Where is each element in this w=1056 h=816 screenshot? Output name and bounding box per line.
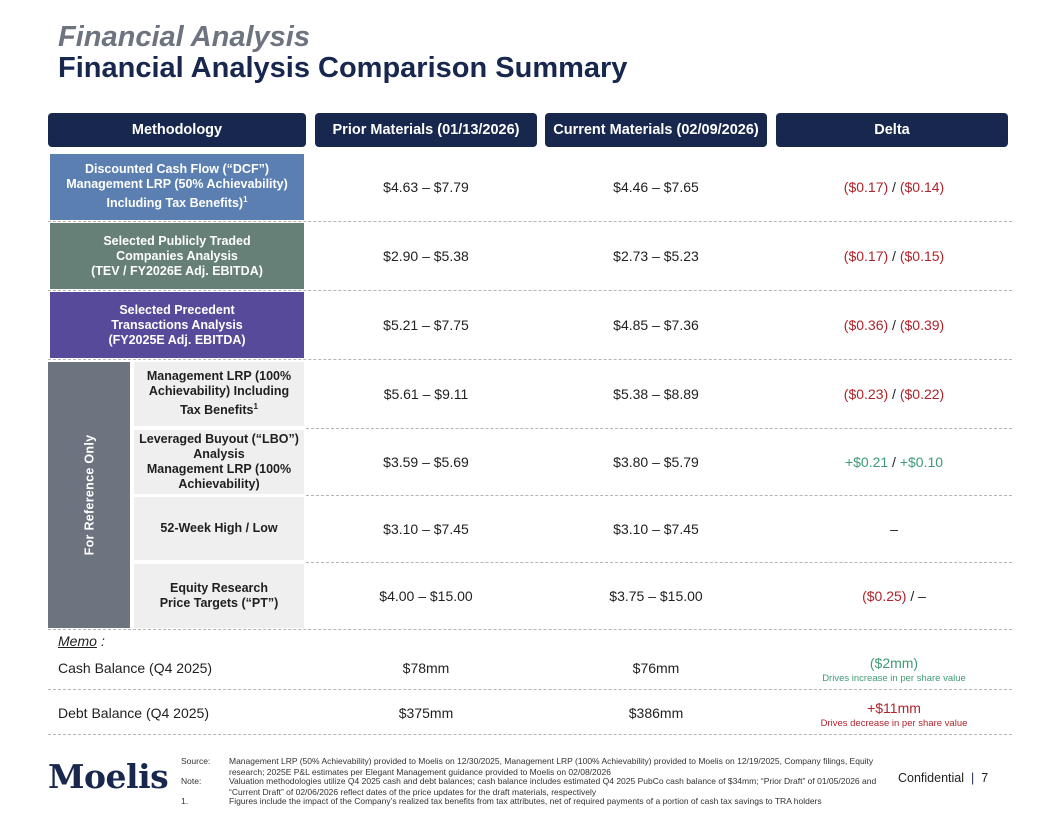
methodology-line: Analysis (193, 447, 245, 461)
footnote-marker: 1 (243, 195, 248, 205)
debt-delta-value: +$11mm (867, 699, 921, 716)
moelis-logo: Moelis (48, 757, 169, 796)
delta-low: ($0.23) (843, 386, 889, 402)
methodology-mgmt-lrp-100 (134, 362, 304, 426)
footer-confidential (898, 771, 988, 785)
methodology-line: Management LRP (50% Achievability) (66, 177, 288, 192)
methodology-line: Management LRP (100% (146, 462, 292, 476)
prior-value-lbo: $3.59 – $5.69 (383, 454, 469, 470)
methodology-line: Tax Benefits (180, 403, 254, 418)
delta-trading-comps (776, 223, 1012, 289)
confidential-label: Confidential (898, 771, 965, 785)
delta-separator: / (892, 317, 896, 333)
methodology-line: (TEV / FY2026E Adj. EBITDA) (91, 263, 263, 278)
current-value-trading-comps: $2.73 – $5.23 (613, 248, 699, 264)
header-methodology: Methodology (48, 113, 306, 147)
current-value-mgmt-lrp-100: $5.38 – $8.89 (613, 386, 699, 402)
footnote-marker: 1 (253, 402, 258, 412)
delta-low: ($0.25) (862, 588, 907, 604)
methodology-dcf (50, 154, 304, 220)
delta-high: ($0.39) (899, 317, 945, 333)
delta-equity-research (776, 564, 1012, 628)
debt-delta-note: Drives decrease in per share value (820, 717, 968, 729)
row-divider (48, 359, 1012, 360)
row-divider (48, 629, 1012, 630)
delta-separator: / (892, 454, 896, 470)
methodology-line: Transactions Analysis (111, 317, 243, 332)
delta-separator: / (892, 386, 896, 402)
delta-lbo (776, 430, 1012, 494)
footnote-1-text: Figures include the impact of the Company’s realized tax benefits from tax attributes, net of required payments of a portion of cash tax savings to TRA holders (229, 796, 822, 806)
delta-separator: / (892, 248, 896, 264)
methodology-line: Equity Research (170, 581, 268, 595)
delta-low: ($0.17) (843, 179, 889, 195)
methodology-line: Achievability) (178, 477, 260, 491)
prior-value-trading-comps: $2.90 – $5.38 (383, 248, 469, 264)
row-divider (48, 221, 1012, 222)
row-divider (48, 290, 1012, 291)
memo-colon: : (101, 633, 105, 649)
methodology-line: Management LRP (100% (146, 369, 292, 384)
methodology-line: 52-Week High / Low (160, 521, 278, 535)
methodology-trading-comps (50, 223, 304, 289)
prior-value-52-week: $3.10 – $7.45 (383, 520, 469, 537)
footnote-source-key: Source: (181, 756, 211, 766)
debt-prior: $375mm (398, 705, 454, 721)
delta-high: ($0.14) (899, 179, 945, 195)
prior-value-mgmt-lrp-100: $5.61 – $9.11 (383, 386, 469, 402)
delta-low: ($0.17) (843, 248, 889, 264)
methodology-line: Price Targets (“PT”) (159, 596, 279, 610)
footnote-note-key: Note: (181, 776, 202, 786)
footnote-source-text: Management LRP (50% Achievability) provided to Moelis on 12/30/2025, Management LRP (100% Achievability) provided to Moelis on 12/19/2025, Company filings, Equity research; 2025E P&L estimates per Elegant Management guidance provided to Moelis on 02/08/2026 (229, 756, 874, 777)
page-title: Financial Analysis Comparison Summary (58, 52, 628, 84)
debt-delta (776, 697, 1012, 731)
cash-delta-value: ($2mm) (869, 654, 919, 671)
prior-value-dcf: $4.63 – $7.79 (383, 179, 469, 195)
header-delta: Delta (776, 113, 1008, 147)
row-divider (306, 562, 1012, 563)
current-value-equity-research: $3.75 – $15.00 (609, 588, 703, 604)
cash-prior: $78mm (402, 660, 450, 676)
cash-balance-label: Cash Balance (Q4 2025) (58, 660, 213, 676)
current-value-dcf: $4.46 – $7.65 (613, 179, 699, 195)
delta-separator: / (910, 588, 915, 604)
delta-high: ($0.15) (899, 248, 945, 264)
memo-label: Memo (58, 633, 97, 649)
prior-value-precedent-transactions: $5.21 – $7.75 (383, 317, 469, 333)
reference-only-label-wrap (48, 362, 130, 628)
row-divider (48, 734, 1012, 735)
cash-delta-note: Drives increase in per share value (822, 672, 966, 684)
delta-high: +$0.10 (899, 454, 944, 470)
methodology-line: Leveraged Buyout (“LBO”) (139, 432, 299, 446)
footnote-note-text: Valuation methodologies utilize Q4 2025 cash and debt balances; cash balance includes estimated Q4 2025 PubCo cash balance of $34mm; “Prior Draft” of 01/05/2026 and “Current Draft” of 02/06/2026 reflect dates of the price updates for the draft materials, respectively (229, 776, 877, 797)
row-divider (306, 495, 1012, 496)
current-value-lbo: $3.80 – $5.79 (613, 454, 699, 470)
delta-high: ($0.22) (899, 386, 945, 402)
reference-only-label: For Reference Only (82, 434, 96, 556)
methodology-lbo (134, 430, 304, 494)
header-prior-materials: Prior Materials (01/13/2026) (315, 113, 537, 147)
current-value-52-week: $3.10 – $7.45 (613, 520, 699, 537)
methodology-line: Selected Publicly Traded (103, 233, 251, 248)
methodology-line: Including Tax Benefits) (106, 196, 244, 211)
methodology-line: Companies Analysis (116, 248, 238, 263)
methodology-52-week (134, 497, 304, 560)
delta-separator: / (892, 179, 896, 195)
methodology-line: Discounted Cash Flow (“DCF”) (84, 162, 270, 177)
cash-delta (776, 652, 1012, 686)
row-divider (306, 428, 1012, 429)
cash-current: $76mm (632, 660, 680, 676)
delta-low: +$0.21 (844, 454, 889, 470)
methodology-line: Achievability) Including (148, 384, 290, 399)
methodology-line: Selected Precedent (119, 302, 235, 317)
row-divider (48, 689, 1012, 690)
footer-pipe: | (971, 771, 975, 785)
delta-dcf (776, 154, 1012, 220)
section-title: Financial Analysis (58, 21, 310, 53)
footnote-1-key: 1. (181, 796, 189, 806)
prior-value-equity-research: $4.00 – $15.00 (379, 588, 473, 604)
page-number: 7 (981, 771, 989, 785)
current-value-precedent-transactions: $4.85 – $7.36 (613, 317, 699, 333)
delta-precedent-transactions (776, 292, 1012, 358)
header-current-materials: Current Materials (02/09/2026) (545, 113, 767, 147)
debt-current: $386mm (628, 705, 684, 721)
delta-low: ($0.36) (843, 317, 889, 333)
delta-mgmt-lrp-100 (776, 362, 1012, 426)
methodology-equity-research (134, 564, 304, 628)
methodology-line: (FY2025E Adj. EBITDA) (108, 332, 246, 347)
debt-balance-label: Debt Balance (Q4 2025) (58, 705, 209, 721)
delta-high: – (918, 588, 926, 604)
methodology-precedent-transactions (50, 292, 304, 358)
delta-52-week: – (890, 520, 898, 537)
